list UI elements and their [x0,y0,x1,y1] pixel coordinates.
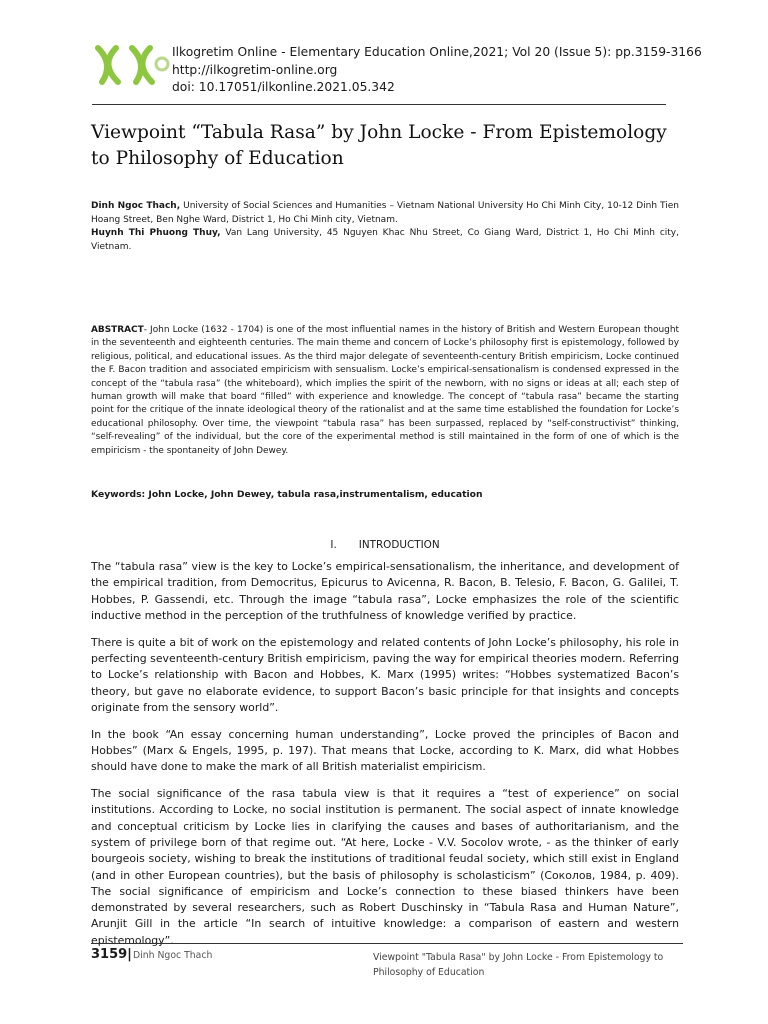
journal-logo [92,40,170,88]
journal-header [92,40,702,106]
author-entry [91,200,679,227]
journal-citation: Ilkogretim Online - Elementary Education Online,2021; Vol 20 (Issue 5): pp.3159-3166 [172,45,702,59]
paragraph: There is quite a bit of work on the epistemology and related contents of John Locke’s philosophy, his role in perfecting seventeenth-century British empiricism, paving the way for empirical theories modern. Referring to Locke’s relationship with Bacon and Hobbes, K. Marx (1995) writes: “Hobbes systematized Bacon’s theory, but gave no elaborate evidence, to support Bacon’s basic principle for that insights and concepts originate from the sensory world”. [91,635,679,714]
footer-divider [91,943,683,944]
section-heading [91,537,679,553]
author-name: Huynh Thi Phuong Thuy, [91,228,221,239]
abstract-label: ABSTRACT [91,325,144,335]
page-footer [91,947,683,987]
header-divider [92,104,666,105]
section-title: INTRODUCTION [358,539,440,551]
footer-running-title: Viewpoint "Tabula Rasa" by John Locke - From Epistemology to Philosophy of Education [373,952,664,978]
journal-url[interactable]: http://ilkogretim-online.org [172,62,338,77]
section-number: I. [330,539,337,551]
footer-author: Dinh Ngoc Thach [133,950,213,961]
page-number: 3159| [91,947,132,962]
body-text [91,559,679,960]
abstract [91,324,679,458]
author-affiliation: University of Social Sciences and Humanities – Vietnam National University Ho Chi Minh City, 10-12 Dinh Tien Hoang Street, Ben Nghe Ward, District 1, Ho Chi Minh city, Vietnam. [91,201,679,225]
author-list [91,200,679,254]
paragraph: The social significance of the rasa tabula view is that it requires a “test of experience” on social institutions. According to Locke, no social institution is permanent. The social aspect of innate knowledge and conceptual criticism by Locke lies in clarifying the causes and bases of authoritarianism, and the system of privilege born of that regime out. “At here, Locke - V.V. Socolov wrote, - as the thinker of early bourgeois society, wishing to break the institutions of traditional feudal society, which still exist in England (and in other European countries), but the basis of philosophy is scholasticism” (Соколов, 1984, p. 409). The social significance of empiricism and Locke’s connection to these biased thinkers have been demonstrated by several researchers, such as Robert Duschinsky in “Tabula Rasa and Human Nature”, Arunjit Gill in the article “In search of intuitive knowledge: a comparison of eastern and western epistemology”. [91,787,679,947]
paragraph: In the book “An essay concerning human understanding”, Locke proved the principles of Bacon and Hobbes” (Marx & Engels, 1995, p. 197). That means that Locke, according to K. Marx, did what Hobbes should have done to make the mark of all British materialist empiricism. [91,727,679,774]
author-affiliation: Van Lang University, 45 Nguyen Khac Nhu Street, Co Giang Ward, District 1, Ho Chi Minh city, Vietnam. [91,228,679,252]
author-entry [91,227,679,254]
journal-doi: doi: 10.17051/ilkonline.2021.05.342 [172,80,395,94]
paragraph: The “tabula rasa” view is the key to Locke’s empirical-sensationalism, the inheritance, and development of the empirical tradition, from Democritus, Epicurus to Avicenna, R. Bacon, B. Telesio, F. Bacon, G. Galilei, T. Hobbes, P. Gassendi, etc. Through the image “tabula rasa”, Locke emphasizes the role of the scientific inductive method in the perception of the truthfulness of knowledge verified by practice. [91,560,679,622]
keywords: Keywords: John Locke, John Dewey, tabula rasa,instrumentalism, education [91,489,483,500]
journal-info [172,44,702,97]
author-name: Dinh Ngoc Thach, [91,201,181,211]
abstract-text: - John Locke (1632 - 1704) is one of the most influential names in the history of British and Western European thought in the seventeenth and eighteenth centuries. The main theme and concern of Locke’s philosophy first is epistemology, followed by religious, political, and educational issues. As the third major delegate of seventeenth-century British empiricism, Locke continued the F. Bacon tradition and associated empiricism with sensualism. Locke’s empirical-sensationalism is condensed expressed in the concept of the “tabula rasa” (the whiteboard), which implies the spirit of the newborn, with no signs or ideas at all; each step of human growth will make that board “filled” with experience and knowledge. The concept of “tabula rasa” became the starting point for the critique of the innate ideological theory of the rationalist and at the same time established the foundation for Locke’s educational philosophy. Over time, the viewpoint “tabula rasa” has been surpassed, replaced by “self-constructivist” thinking, “self-revealing” of the individual, but the core of the experimental method is still maintained in the form of one of which is the empiricism - the spontaneity of John Dewey. [91,325,679,456]
paper-title: Viewpoint “Tabula Rasa” by John Locke - From Epistemology to Philosophy of Education [91,122,667,169]
